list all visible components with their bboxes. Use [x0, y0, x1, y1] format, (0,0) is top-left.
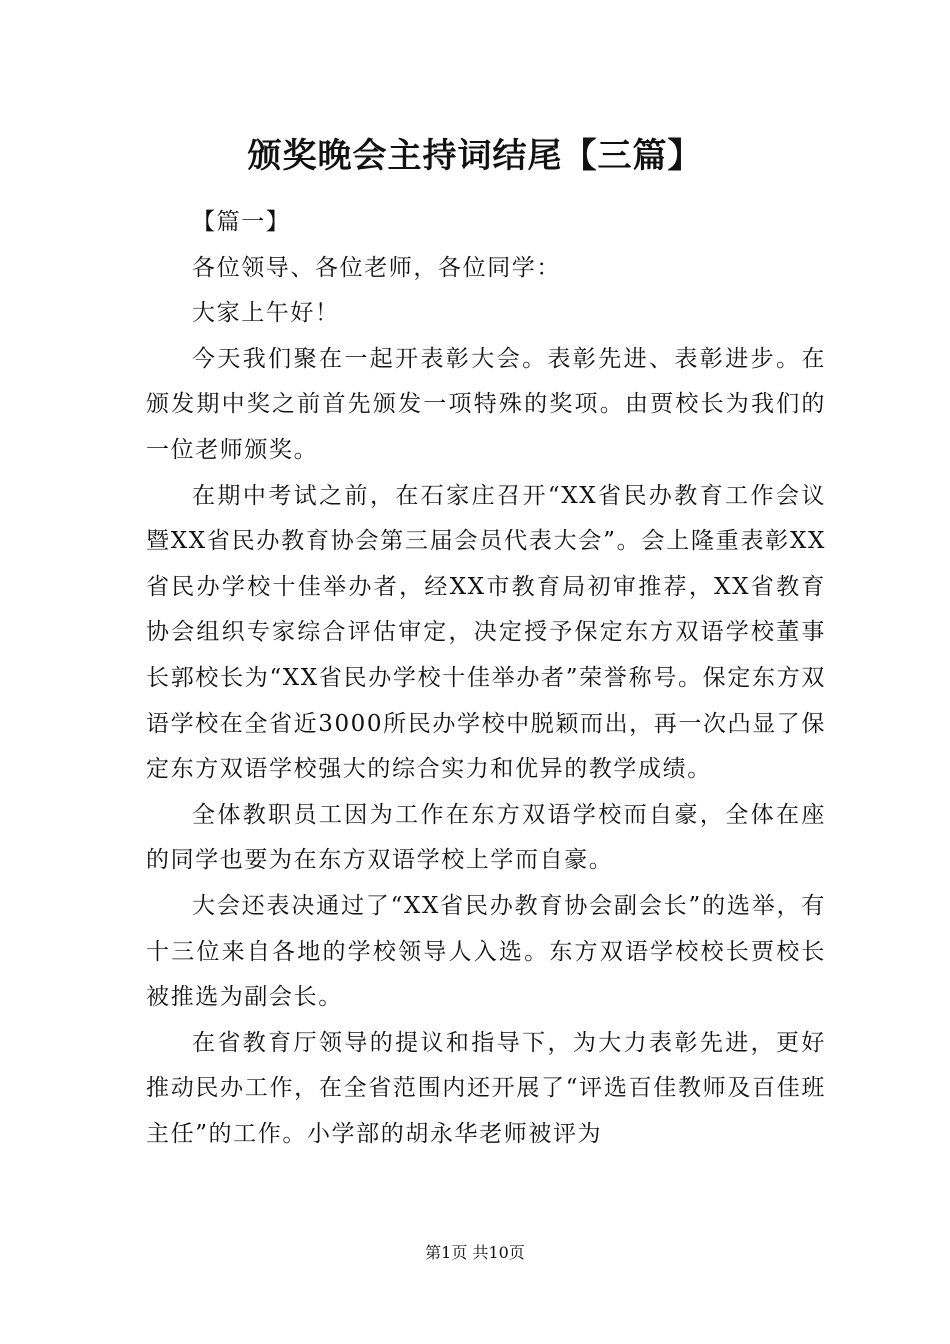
paragraph-conference: 在期中考试之前，在石家庄召开“XX省民办教育工作会议暨XX省民办教育协会第三届会员代表大会”。会上隆重表彰XX省民办学校十佳举办者，经XX市教育局初审推荐，XX省教育协会组织专家综合评估审定，决定授予保定东方双语学校董事长郭校长为“XX省民办学校十佳举办者”荣誉称号。保定东方双语学校在全省近3000所民办学校中脱颖而出，再一次凸显了保定东方双语学校强大的综合实力和优异的教学成绩。 [146, 482, 826, 783]
paragraph-election: 大会还表决通过了“XX省民办教育协会副会长”的选举，有十三位来自各地的学校领导人入选。东方双语学校校长贾校长被推选为副会长。 [146, 892, 826, 1011]
paragraph-teachers: 在省教育厅领导的提议和指导下，为大力表彰先进，更好推动民办工作，在全省范围内还开展了“评选百佳教师及百佳班主任”的工作。小学部的胡永华老师被评为 [146, 1029, 826, 1147]
paragraph-salutation: 大家上午好！ [192, 300, 340, 327]
paragraph-greeting: 各位领导、各位老师，各位同学： [192, 254, 561, 281]
paragraph-intro: 今天我们聚在一起开表彰大会。表彰先进、表彰进步。在颁发期中奖之前首先颁发一项特殊的奖项。由贾校长为我们的一位老师颁奖。 [146, 345, 826, 463]
document-body [146, 200, 826, 1157]
document-title: 颁奖晚会主持词结尾【三篇】 [247, 136, 703, 176]
page-footer: 第1页 共10页 [425, 1243, 525, 1262]
paragraph-pride: 全体教职员工因为工作在东方双语学校而自豪，全体在座的同学也要为在东方双语学校上学而自豪。 [146, 801, 826, 874]
section-label: 【篇一】 [192, 209, 291, 235]
